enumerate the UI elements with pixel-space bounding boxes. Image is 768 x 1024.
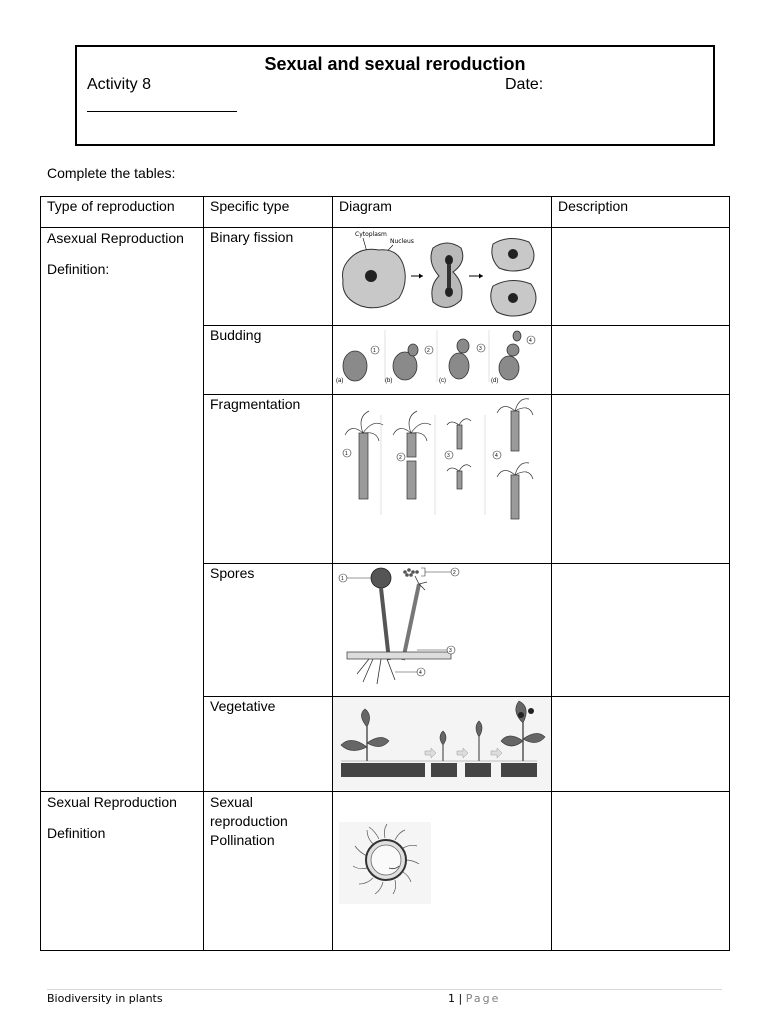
instruction-text: Complete the tables: — [47, 165, 176, 181]
budding-1-label: 1 — [373, 348, 376, 354]
table-row — [41, 228, 730, 326]
spores-4-label: 4 — [419, 670, 422, 676]
table-header-row — [41, 197, 730, 228]
specific-spores: Spores — [204, 564, 333, 697]
asexual-type-cell — [41, 228, 204, 792]
budding-diagram — [333, 326, 551, 393]
description-binary-fission[interactable] — [552, 228, 730, 326]
fragmentation-3-label: 3 — [447, 453, 450, 459]
name-blank-line[interactable] — [87, 111, 237, 112]
page-number-value: 1 — [448, 992, 455, 1005]
specific-budding: Budding — [204, 326, 333, 395]
description-spores[interactable] — [552, 564, 730, 697]
diagram-spores — [333, 564, 552, 697]
description-budding[interactable] — [552, 326, 730, 395]
specific-sexual-pollination: Sexual reproduction Pollination — [204, 792, 333, 951]
page-separator: | — [458, 992, 463, 1005]
diagram-fragmentation — [333, 395, 552, 564]
fragmentation-2-label: 2 — [399, 455, 402, 461]
specific-vegetative: Vegetative — [204, 697, 333, 792]
specific-binary-fission: Binary fission — [204, 228, 333, 326]
sexual-definition-label: Definition — [47, 825, 106, 841]
date-label: Date: — [505, 76, 544, 93]
page-title: Sexual and sexual reroduction — [264, 54, 526, 74]
asexual-definition-label: Definition: — [47, 261, 110, 277]
budding-4-label: 4 — [529, 338, 532, 344]
fragmentation-diagram — [333, 395, 551, 562]
diagram-sexual — [333, 792, 552, 951]
nucleus-label: Nucleus — [390, 238, 414, 245]
sexual-type-cell — [41, 792, 204, 951]
col-header-type: Type of reproduction — [41, 197, 204, 228]
budding-2-label: 2 — [427, 348, 430, 354]
specific-fragmentation: Fragmentation — [204, 395, 333, 564]
table-row — [41, 792, 730, 951]
asexual-type-label: Asexual Reproduction — [47, 230, 184, 246]
col-header-description: Description — [552, 197, 730, 228]
binary-fission-diagram — [333, 228, 551, 324]
diagram-vegetative — [333, 697, 552, 792]
col-header-diagram: Diagram — [333, 197, 552, 228]
description-vegetative[interactable] — [552, 697, 730, 792]
sexual-type-label: Sexual Reproduction — [47, 794, 177, 810]
page-number — [448, 992, 500, 1005]
diagram-binary-fission — [333, 228, 552, 326]
footer-divider — [47, 989, 722, 990]
sexual-reproduction-diagram — [333, 792, 551, 949]
spores-diagram — [333, 564, 551, 695]
description-fragmentation[interactable] — [552, 395, 730, 564]
spores-2-label: 2 — [453, 570, 456, 576]
col-header-specific: Specific type — [204, 197, 333, 228]
budding-d-label: (d) — [491, 378, 499, 384]
diagram-budding — [333, 326, 552, 395]
fragmentation-1-label: 1 — [345, 451, 348, 457]
budding-b-label: (b) — [385, 378, 393, 384]
fragmentation-4-label: 4 — [495, 453, 498, 459]
footer-text: Biodiversity in plants — [47, 992, 163, 1005]
vegetative-diagram — [333, 697, 551, 790]
budding-c-label: (c) — [439, 378, 446, 384]
spores-3-label: 3 — [449, 648, 452, 654]
spores-1-label: 1 — [341, 576, 344, 582]
header-box — [75, 45, 715, 146]
description-sexual[interactable] — [552, 792, 730, 951]
activity-label: Activity 8 — [87, 76, 152, 93]
page-word: Page — [465, 992, 501, 1005]
budding-3-label: 3 — [479, 346, 482, 352]
cytoplasm-label: Cytoplasm — [355, 231, 387, 238]
budding-a-label: (a) — [336, 378, 344, 384]
reproduction-table — [40, 196, 730, 951]
